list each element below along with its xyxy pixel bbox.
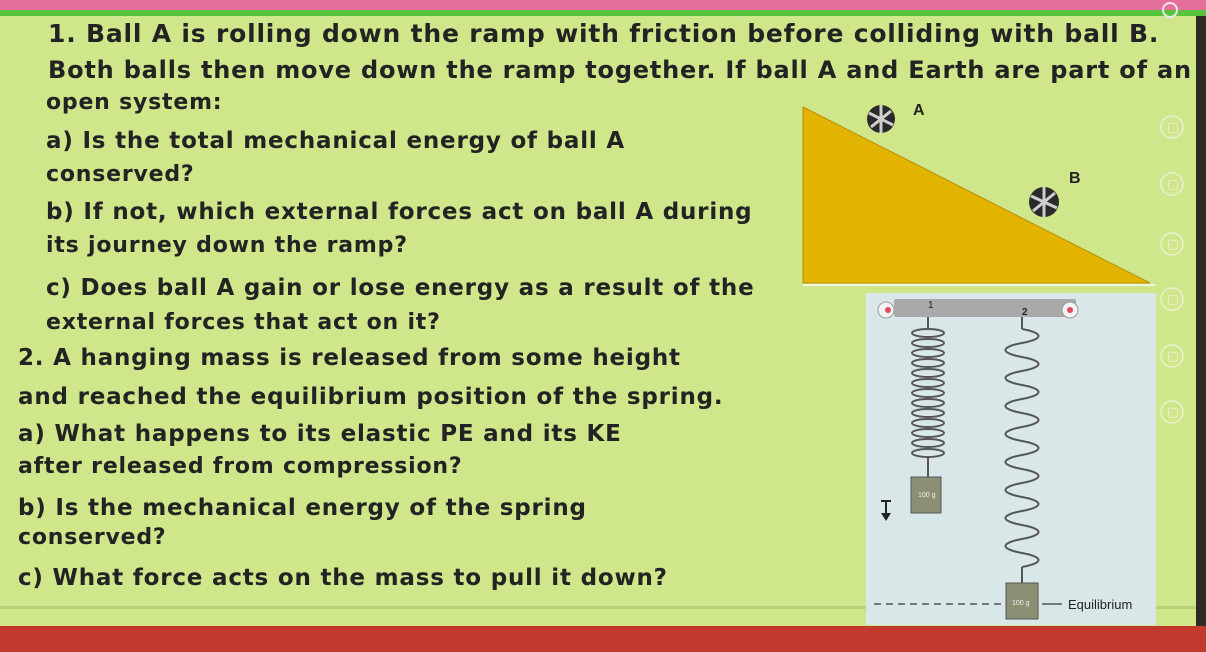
question-1-line-2: Both balls then move down the ramp together. If ball A and Earth are part of an: [48, 56, 1192, 84]
mass-1-label: 100 g: [918, 492, 936, 499]
question-1-line-1: 1. Ball A is rolling down the ramp with friction before colliding with ball B.: [48, 19, 1160, 48]
question-2b-line-1: b) Is the mechanical energy of the spring: [18, 495, 587, 521]
ramp-diagram: [775, 95, 1175, 295]
spring-svg: [866, 293, 1156, 625]
toolbar-icon-2[interactable]: [1160, 172, 1184, 196]
ball-a-label: A: [913, 102, 925, 119]
question-2a-line-1: a) What happens to its elastic PE and its KE: [18, 421, 622, 447]
down-arrow-icon: [881, 501, 891, 521]
bottom-accent-strip: [0, 626, 1206, 652]
spring-ceiling-bar: [894, 299, 1076, 317]
question-1b-line-2: its journey down the ramp?: [46, 233, 408, 258]
right-edge-strip: [1196, 16, 1206, 626]
question-1a-line-2: conserved?: [46, 162, 195, 187]
toolbar-icon-5[interactable]: [1160, 344, 1184, 368]
question-1a-line-1: a) Is the total mechanical energy of ball A: [46, 128, 626, 154]
question-2c-line: c) What force acts on the mass to pull it down?: [18, 565, 668, 591]
toolbar-icon-3[interactable]: [1160, 232, 1184, 256]
top-circle-icon[interactable]: [1162, 2, 1178, 18]
top-accent-strip: [0, 0, 1206, 10]
spring-2-label: 2: [1022, 307, 1028, 318]
equilibrium-label: Equilibrium: [1068, 597, 1133, 612]
ball-b-label: B: [1069, 170, 1081, 187]
spring-1-label: 1: [928, 300, 934, 311]
spring-2-coil: [1006, 317, 1039, 583]
ball-b-icon: [1029, 187, 1059, 217]
question-2-line-2: and reached the equilibrium position of the spring.: [18, 384, 724, 410]
toolbar-icon-4[interactable]: [1160, 287, 1184, 311]
toolbar-icon-1[interactable]: [1160, 115, 1184, 139]
mass-2-label: 100 g: [1012, 600, 1030, 607]
question-1c-line-1: c) Does ball A gain or lose energy as a result of the: [46, 275, 755, 301]
question-1c-line-2: external forces that act on it?: [46, 310, 441, 335]
ramp-triangle: [803, 107, 1150, 283]
question-1b-line-1: b) If not, which external forces act on ball A during: [46, 199, 753, 225]
toolbar-icon-6[interactable]: [1160, 400, 1184, 424]
question-2b-line-2: conserved?: [18, 525, 167, 550]
spring-1-coil: [912, 317, 944, 477]
spring-simulation-panel: [866, 293, 1156, 625]
ramp-svg: [775, 95, 1175, 295]
ball-a-icon: [867, 105, 895, 133]
question-2a-line-2: after released from compression?: [18, 454, 463, 479]
question-1-line-3: open system:: [46, 90, 223, 115]
question-2-line-1: 2. A hanging mass is released from some height: [18, 345, 681, 371]
